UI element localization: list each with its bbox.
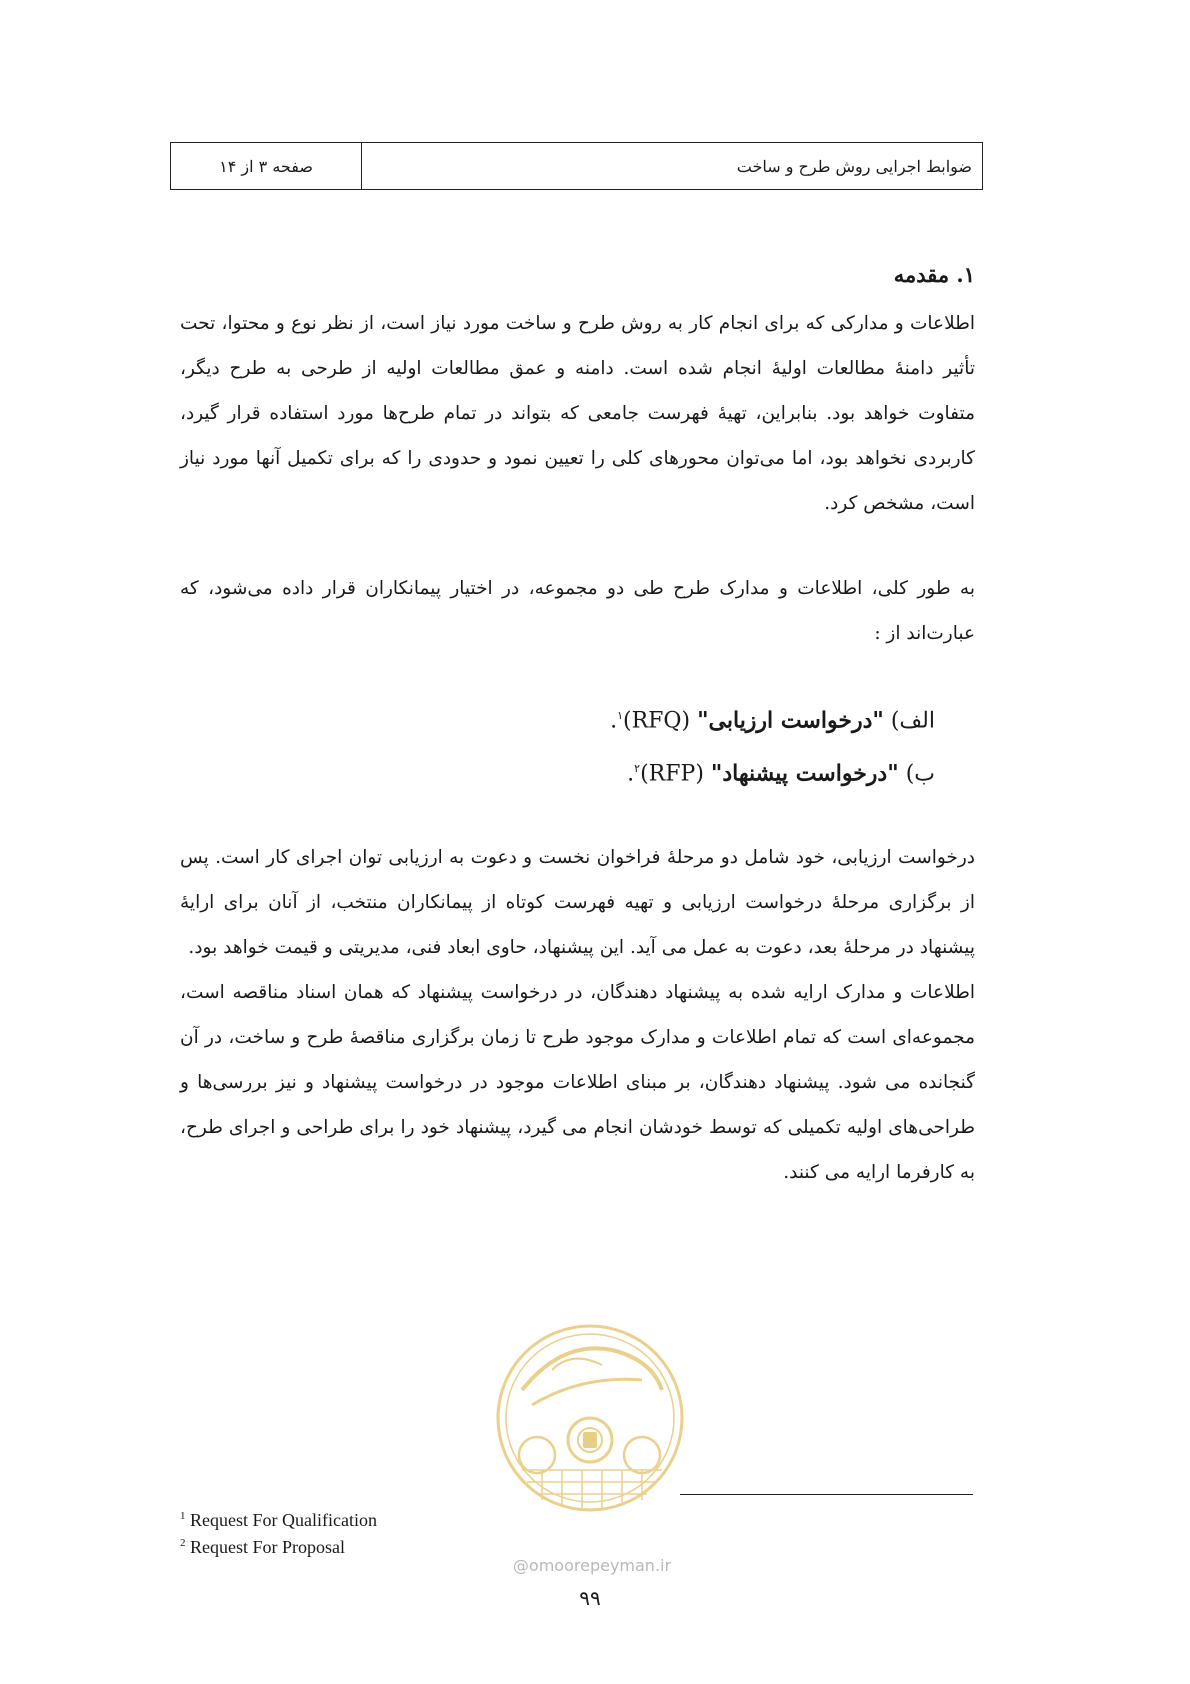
list-item-end: . bbox=[610, 708, 618, 734]
paragraph-intro: اطلاعات و مدارکی که برای انجام کار به روش طرح و ساخت مورد نیاز است، از نظر نوع و محتوا، تحت تأثیر دامنهٔ مطالعات اولیهٔ انجام شده است. دامنه و عمق مطالعات اولیه از طرحی به طرح دیگر، متفاوت خواهد بود. بنابراین، تهیهٔ فهرست جامعی که بتواند در تمام طرح‌ها مورد استفاده قرار گیرد، کاربردی نخواهد بود، اما می‌توان محورهای کلی را تعیین نمود و حدودی را که برای تکمیل آنها مورد نیاز است، مشخص کرد. bbox=[180, 313, 975, 514]
footnotes bbox=[180, 1505, 377, 1559]
list-item-prefix: ب) bbox=[905, 761, 935, 787]
footnote-2: $^2$ Request For Proposal bbox=[180, 1537, 345, 1557]
list-item-abbr: (RFQ) bbox=[623, 708, 691, 734]
page-number: ۹۹ bbox=[579, 1586, 601, 1610]
watermark-website: @omoorepeyman.ir bbox=[512, 1556, 672, 1575]
page-header bbox=[170, 142, 983, 190]
list-item-abbr: (RFP) bbox=[640, 761, 704, 787]
list-item-term: "درخواست پیشنهاد" bbox=[710, 760, 899, 787]
footnote-1: $^1$ Request For Qualification bbox=[180, 1510, 377, 1530]
footnote-ref: ۲ bbox=[634, 762, 641, 776]
page-indicator: صفحه ۳ از ۱۴ bbox=[219, 156, 313, 176]
list-item-end: . bbox=[627, 761, 635, 787]
paragraph-rfp: اطلاعات و مدارک ارایه شده به پیشنهاد دهندگان، در درخواست پیشنهاد که همان اسناد مناقصه است، مجموعه‌ای است که تمام اطلاعات و مدارک موجود طرح تا زمان برگزاری مناقصهٔ طرح و ساخت، در آن گنجانده می شود. پیشنهاد دهندگان، بر مبنای اطلاعات موجود در درخواست پیشنهاد و نیز بررسی‌ها و طراحی‌های اولیه تکمیلی که توسط خودشان انجام می گیرد، پیشنهاد خود را برای طراحی و اجرای طرح، به کارفرما ارایه می کنند. bbox=[180, 981, 975, 1183]
section-title: ۱. مقدمه bbox=[893, 262, 975, 287]
document-sets-list bbox=[180, 692, 975, 799]
document-title: ضوابط اجرایی روش طرح و ساخت bbox=[361, 143, 982, 189]
list-item-rfq bbox=[180, 692, 935, 745]
footnote-ref: ۱ bbox=[617, 709, 623, 722]
list-item-term: "درخواست ارزیابی" bbox=[697, 707, 884, 734]
list-item-rfp bbox=[180, 745, 935, 798]
list-item-prefix: الف) bbox=[890, 708, 935, 734]
paragraph-overview: به طور کلی، اطلاعات و مدارک طرح طی دو مجموعه، در اختیار پیمانکاران قرار داده می‌شود، که عبارت‌اند از : bbox=[180, 578, 975, 644]
footnote-divider bbox=[680, 1494, 973, 1495]
paragraph-rfq: درخواست ارزیابی، خود شامل دو مرحلهٔ فراخوان نخست و دعوت به ارزیابی توان اجرای کار است. پس از برگزاری مرحلهٔ درخواست ارزیابی و تهیه فهرست کوتاه از پیمانکاران منتخب، از آنان برای ارایهٔ پیشنهاد در مرحلهٔ بعد، دعوت به عمل می آید. این پیشنهاد، حاوی ابعاد فنی، مدیریتی و قیمت خواهد بود. bbox=[180, 846, 975, 958]
watermark-seal-logo bbox=[492, 1320, 688, 1550]
main-content bbox=[180, 262, 975, 1195]
